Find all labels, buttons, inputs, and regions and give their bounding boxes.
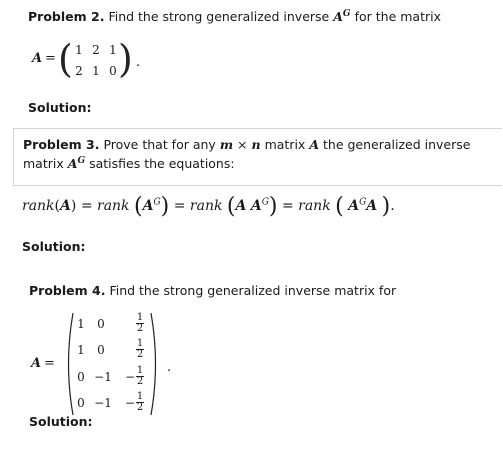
matrix-cell: 0 — [77, 370, 85, 384]
problem-2-matrix-equation — [32, 37, 162, 84]
eq-sign: = — [80, 198, 93, 214]
rank-word: rank — [298, 198, 331, 214]
eq-a: A — [348, 198, 360, 214]
problem-3-line2-start: matrix — [23, 156, 64, 172]
matrix-cell: 1 — [75, 43, 83, 57]
period: . — [136, 55, 141, 70]
eq-g: G — [153, 197, 161, 208]
solution-label: Solution: — [29, 414, 93, 429]
problem-3-text: Prove that for any — [103, 137, 216, 152]
problem-4-label: Problem 4. — [29, 283, 106, 298]
fraction: 1 2 — [136, 312, 144, 334]
problem-3-text-end: the generalized inverse — [323, 137, 471, 152]
ag-sup: G — [77, 156, 86, 166]
problem-3-text-mid: matrix — [264, 137, 306, 152]
eq-sign: = — [281, 198, 294, 214]
problem-4-text: Find the strong generalized inverse matrix for — [109, 283, 397, 298]
matrix-cell: 0 — [77, 396, 85, 410]
rank-word: rank — [97, 198, 130, 214]
n-symbol: n — [251, 137, 261, 152]
eq-a: A — [366, 198, 378, 214]
matrix-cell: 2 — [75, 64, 83, 78]
right-paren: ) — [118, 37, 133, 81]
problem-3-statement-line2 — [23, 156, 235, 171]
eq-a: A — [142, 198, 154, 214]
matrix-cell: 0 — [97, 343, 105, 357]
problem-4-statement — [29, 283, 396, 298]
a-symbol: A — [309, 137, 320, 152]
eq-a: A — [60, 198, 71, 214]
solution-label: Solution: — [22, 239, 86, 254]
period: . — [167, 360, 172, 375]
ag-base: A — [67, 156, 78, 172]
problem-3-label: Problem 3. — [23, 137, 100, 152]
equals-sign: = — [44, 356, 55, 371]
fraction: 1 2 — [136, 338, 144, 360]
problem-2-superscript: G — [342, 9, 351, 19]
eq-a: A — [235, 198, 247, 214]
matrix-cell: 0 — [109, 64, 117, 78]
left-paren: ( — [58, 37, 73, 81]
times-symbol: × — [237, 137, 248, 152]
m-symbol: m — [219, 137, 234, 152]
matrix-cell: 1 — [77, 343, 85, 357]
problem-4-matrix-equation — [31, 312, 191, 416]
problem-2-text-after: for the matrix — [354, 9, 441, 25]
minus-sign: − — [125, 396, 136, 410]
right-paren — [149, 312, 161, 416]
matrix-cell: −1 — [94, 370, 112, 384]
matrix-lhs: A — [31, 356, 42, 371]
eq-g: G — [261, 197, 269, 208]
left-paren — [63, 312, 75, 416]
matrix-cell: 0 — [97, 317, 105, 331]
fraction: 1 2 — [136, 391, 144, 413]
matrix-lhs: A — [32, 51, 43, 66]
minus-sign: − — [125, 370, 136, 384]
problem-2-statement — [28, 9, 441, 24]
problem-2-text: Find the strong generalized inverse — [108, 9, 330, 25]
problem-3-statement-line1 — [23, 137, 470, 152]
matrix-cell: 1 — [77, 317, 85, 331]
eq-a: A — [250, 198, 262, 214]
equals-sign: = — [45, 51, 56, 66]
eq-g: G — [359, 197, 367, 208]
matrix-cell: 1 — [92, 64, 100, 78]
solution-label: Solution: — [28, 100, 92, 115]
problem-2-label: Problem 2. — [28, 9, 105, 25]
rank-word: rank — [22, 198, 55, 214]
fraction: 1 2 — [136, 365, 144, 387]
matrix-cell: 1 — [109, 43, 117, 57]
eq-period: . — [390, 198, 395, 214]
problem-3-line2-end: satisfies the equations: — [89, 156, 235, 172]
matrix-cell: 2 — [92, 43, 100, 57]
problem-2-matrix-symbol: A — [333, 9, 343, 25]
matrix-cell: −1 — [94, 396, 112, 410]
rank-word: rank — [189, 198, 223, 214]
rank-equation: rank(A) = rank $(A^G)$ = rank (A $A^G$) = rank ( $A^GA$ ). — [22, 194, 395, 219]
eq-sign: = — [173, 198, 186, 214]
